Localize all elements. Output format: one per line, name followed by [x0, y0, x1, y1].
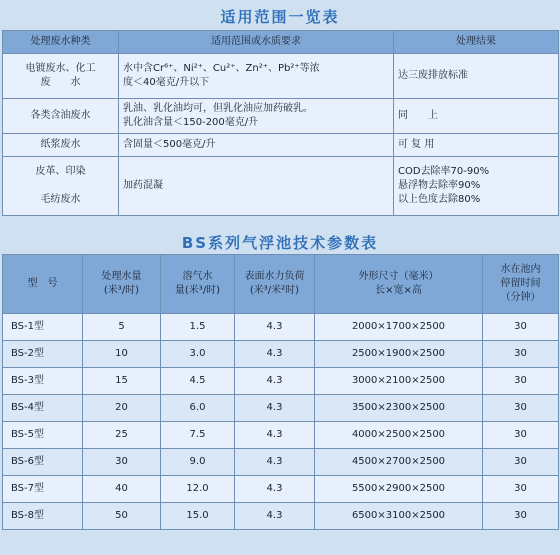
table1-header-range: 适用范围或水质要求 [119, 31, 394, 54]
table2-cell-surface-load: 4.3 [235, 395, 315, 422]
table2-cell-model: BS-5型 [3, 422, 83, 449]
table1-cell-result [394, 157, 559, 216]
table2-cell-model: BS-2型 [3, 341, 83, 368]
table1-cell-result [394, 134, 559, 157]
table2-cell-retention: 30 [483, 368, 559, 395]
table1-header-row [3, 31, 559, 54]
table2-cell-surface-load: 4.3 [235, 314, 315, 341]
table1-cell-type [3, 134, 119, 157]
header-line: （分钟） [500, 292, 541, 303]
header-line: (米³/时) [103, 285, 140, 296]
table2-header-surface-load [235, 255, 315, 314]
table2-cell-dissolved-air: 12.0 [161, 476, 235, 503]
cell-line: 含固量＜500毫克/升 [123, 139, 216, 150]
header-line: 量(米³/时) [174, 285, 221, 296]
table1-title: 适用范围一览表 [220, 8, 340, 26]
table2-cell-dimensions: 3000×2100×2500 [315, 368, 483, 395]
table2-cell-surface-load: 4.3 [235, 449, 315, 476]
table2-cell-flow: 10 [83, 341, 161, 368]
table2-cell-flow: 30 [83, 449, 161, 476]
cell-line: 纸浆废水 [40, 139, 81, 150]
table2-body [3, 314, 559, 530]
table2-cell-flow: 50 [83, 503, 161, 530]
table2-cell-surface-load: 4.3 [235, 341, 315, 368]
cell-line: 以上色度去除80% [398, 194, 481, 205]
table2-cell-surface-load: 4.3 [235, 476, 315, 503]
cell-line: COD去除率70-90% [398, 166, 490, 177]
table2-cell-retention: 30 [483, 341, 559, 368]
table-row [3, 341, 559, 368]
table2-cell-surface-load: 4.3 [235, 503, 315, 530]
header-line: 长×宽×高 [375, 285, 422, 296]
table2-cell-dissolved-air: 1.5 [161, 314, 235, 341]
table2-cell-retention: 30 [483, 503, 559, 530]
header-line: (米³/米²时) [249, 285, 300, 296]
cell-line: 废 水 [40, 77, 81, 88]
table2-header-dimensions [315, 255, 483, 314]
table2-cell-flow: 20 [83, 395, 161, 422]
table2-cell-flow: 15 [83, 368, 161, 395]
table2-cell-retention: 30 [483, 449, 559, 476]
table1-header-type: 处理废水种类 [3, 31, 119, 54]
table2-header-model [3, 255, 83, 314]
table1-cell-range [119, 54, 394, 99]
table-row [3, 134, 559, 157]
header-line: 停留时间 [500, 278, 541, 289]
table1-cell-type [3, 157, 119, 216]
table-row [3, 314, 559, 341]
table2-cell-dissolved-air: 9.0 [161, 449, 235, 476]
table2-header-retention [483, 255, 559, 314]
table1-cell-type [3, 54, 119, 99]
cell-line: 电镀废水、化工 [25, 63, 96, 74]
table2-header-row [3, 255, 559, 314]
table1-cell-range [119, 99, 394, 134]
table2-cell-model: BS-7型 [3, 476, 83, 503]
header-line: 外形尺寸（毫米） [358, 271, 439, 282]
table1-header-result: 处理结果 [394, 31, 559, 54]
table-row [3, 422, 559, 449]
cell-line: 可 复 用 [398, 139, 435, 150]
table2-cell-model: BS-1型 [3, 314, 83, 341]
cell-line: 皮革、印染 [35, 166, 86, 177]
table-row [3, 368, 559, 395]
cell-line: 同 上 [398, 110, 438, 121]
cell-line: 度＜40毫克/升以下 [123, 77, 210, 88]
header-line: 水在池内 [500, 264, 541, 275]
table2-cell-dimensions: 4000×2500×2500 [315, 422, 483, 449]
table2-cell-retention: 30 [483, 476, 559, 503]
table-row [3, 157, 559, 216]
table2-cell-dimensions: 2500×1900×2500 [315, 341, 483, 368]
table2-header-dissolved-air [161, 255, 235, 314]
table2-cell-dissolved-air: 7.5 [161, 422, 235, 449]
table1-cell-range [119, 134, 394, 157]
table2-cell-dimensions: 2000×1700×2500 [315, 314, 483, 341]
header-line: 表面水力负荷 [244, 271, 305, 282]
table2-cell-surface-load: 4.3 [235, 368, 315, 395]
table2-cell-retention: 30 [483, 314, 559, 341]
table1-cell-result [394, 99, 559, 134]
cell-line: 加药混凝 [123, 180, 163, 191]
table2-cell-dissolved-air: 3.0 [161, 341, 235, 368]
table2-cell-flow: 25 [83, 422, 161, 449]
table2-cell-dissolved-air: 6.0 [161, 395, 235, 422]
cell-line: 达三废排放标准 [398, 70, 468, 81]
cell-line: 各类含油废水 [30, 110, 91, 121]
table2-cell-retention: 30 [483, 395, 559, 422]
table2-cell-flow: 5 [83, 314, 161, 341]
table2-cell-dissolved-air: 4.5 [161, 368, 235, 395]
table2-cell-model: BS-3型 [3, 368, 83, 395]
cell-line: 悬浮物去除率90% [398, 180, 481, 191]
cell-line: 乳油、乳化油均可，但乳化油应加药破乳。 [123, 103, 313, 114]
application-scope-table [2, 30, 559, 216]
cell-line: 毛纺废水 [40, 194, 81, 205]
table2-cell-retention: 30 [483, 422, 559, 449]
technical-parameters-table [2, 254, 559, 530]
table-row [3, 449, 559, 476]
table2-title: BS系列气浮池技术参数表 [181, 234, 379, 252]
header-line: 处理水量 [101, 271, 142, 282]
table2-cell-dimensions: 5500×2900×2500 [315, 476, 483, 503]
table-row [3, 99, 559, 134]
table2-header-flow [83, 255, 161, 314]
table2-cell-dimensions: 6500×3100×2500 [315, 503, 483, 530]
table-row [3, 503, 559, 530]
table2-cell-model: BS-8型 [3, 503, 83, 530]
header-line: 型 号 [27, 278, 58, 289]
table-row [3, 54, 559, 99]
cell-line: 乳化油含量＜150-200毫克/升 [123, 117, 259, 128]
table2-cell-dimensions: 3500×2300×2500 [315, 395, 483, 422]
cell-line: 水中含Cr⁶⁺、Ni²⁺、Cu²⁺、Zn²⁺、Pb²⁺等浓 [123, 63, 320, 74]
table-row [3, 395, 559, 422]
table1-cell-type [3, 99, 119, 134]
table1-cell-range [119, 157, 394, 216]
table-row [3, 476, 559, 503]
table1-cell-result [394, 54, 559, 99]
table2-cell-model: BS-6型 [3, 449, 83, 476]
table2-cell-dimensions: 4500×2700×2500 [315, 449, 483, 476]
table2-cell-surface-load: 4.3 [235, 422, 315, 449]
header-line: 溶气水 [182, 271, 213, 282]
table2-cell-flow: 40 [83, 476, 161, 503]
table2-cell-model: BS-4型 [3, 395, 83, 422]
table2-cell-dissolved-air: 15.0 [161, 503, 235, 530]
